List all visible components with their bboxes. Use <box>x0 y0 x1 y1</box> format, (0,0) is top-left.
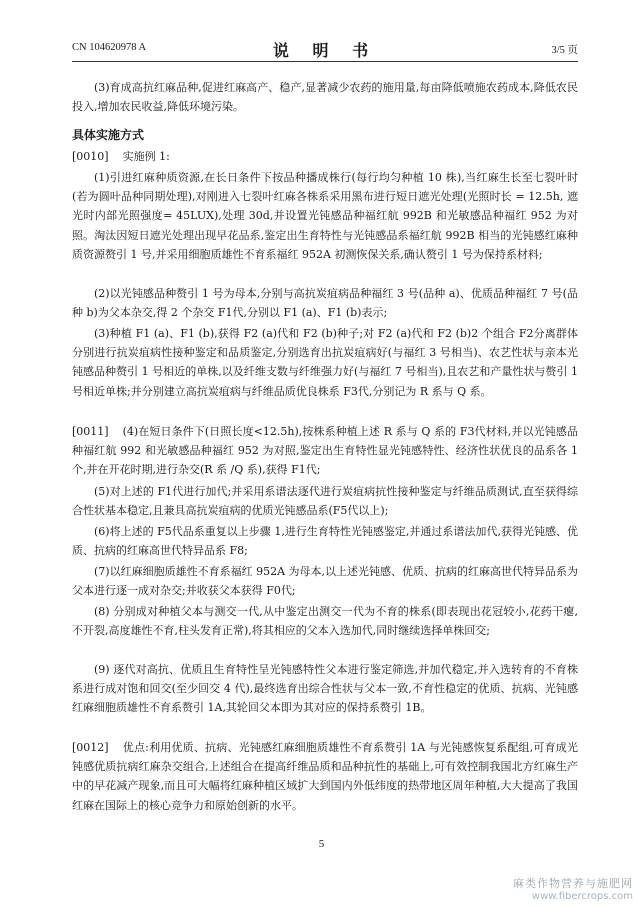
paragraph-id: [0010] <box>72 150 109 163</box>
header-rule <box>72 61 578 62</box>
step-8: (8) 分别成对种植父本与测交一代,从中鉴定出测交一代为不育的株系(即表现出花冠较小,花药干瘪,不开裂,高度雄性不育,柱头发育正常),将其相应的父本入选加代,同时继续选择单株回交; <box>72 605 578 638</box>
step-2: (2)以光钝感品种赘引 1 号为母本,分别与高抗炭疽病品种福红 3 号(品种 a)、优质品种福红 7 号(品种 b)为父本杂交,得 2 个杂交 F1代,分别以 F1 (a)、F1 (b)表示; <box>72 287 578 320</box>
paragraph-id: [0011] <box>72 425 109 438</box>
advantages: [0012] 优点:利用优质、抗病、光钝感红麻细胞质雄性不育系赘引 1A 与光钝感恢复系配组,可育成光钝感优质抗病红麻杂交组合,上述组合在提高纤维品质和品种抗性的基础上,可有效控制我国北方红麻生产中的早花减产现象,而且可大幅将红麻种植区域扩大到国内外低纬度的热带地区周年种植,大大提高了我国红麻在国际上的核心竞争力和原始创新的水平。 <box>72 741 578 812</box>
document-title: 说 明 书 <box>272 41 378 60</box>
step-7: (7)以红麻细胞质雄性不育系福红 952A 为母本,以上述光钝感、优质、抗病的红麻高世代特异品系为父本进行逐一成对杂交;并收获父本获得 F0代; <box>72 565 579 598</box>
step-5: (5)对上述的 F1代进行加代;并采用系谱法逐代进行炭疽病抗性接种鉴定与纤维品质测试,直至获得综合性状基本稳定,且兼具高抗炭疽病的优质光钝感品系(F5代以上); <box>72 485 578 518</box>
page-number: 5 <box>318 838 325 850</box>
step-6: (6)将上述的 F5代品系重复以上步骤 1,进行生育特性光钝感鉴定,并通过系谱法加代,获得光钝感、优质、抗病的红麻高世代特异品系 F8; <box>72 525 578 558</box>
publication-number: CN 104620978 A <box>72 42 147 53</box>
watermark-url: www.fibercrops.com <box>531 891 633 902</box>
page-indicator: 3/5 页 <box>551 45 578 56</box>
page-header <box>72 38 578 58</box>
step-4: [0011] (4)在短日条件下(日照长度<12.5h),按株系种植上述 R 系与 Q 系的 F3代材料,并以光钝感品种福红航 992 和光敏感品种福红 952 为对照,鉴定出生育特性显光钝感特性、经济性状优良的品系各 1 个,并在开花时期,进行杂交(R 系 /Q 系),获得 F1代; <box>72 425 578 477</box>
watermark-title: 麻类作物营养与施肥网 <box>513 877 633 890</box>
example-label: 实施例 1: <box>122 150 170 163</box>
step-9: (9) 逐代对高抗、优质且生育特性呈光钝感特性父本进行鉴定筛选,并加代稳定,并入选转育的不育株系进行成对饱和回交(至少回交 4 代),最终选育出综合性状与父本一致,不育性稳定的优质、抗病、光钝感红麻细胞质雄性不育系赘引 1A,其轮回父本即为其对应的保持系赘引 1B。 <box>72 663 578 715</box>
watermark <box>513 875 633 902</box>
paragraph-benefit-3: (3)育成高抗红麻品种,促进红麻高产、稳产,显著减少农药的施用量,每亩降低喷施农药成本,降低农民投入,增加农民收益,降低环境污染。 <box>72 81 578 114</box>
example-heading <box>72 147 578 166</box>
section-title: 具体实施方式 <box>72 128 145 142</box>
paragraph-id: [0012] <box>72 741 109 754</box>
step-3: (3)种植 F1 (a)、F1 (b),获得 F2 (a)代和 F2 (b)种子;对 F2 (a)代和 F2 (b)2 个组合 F2分离群体分别进行抗炭疽病性接种鉴定和品质鉴定,分别选育出抗炭疽病好(与福红 3 号相当)、农艺性状与亲本光钝感品种赘引 1 号相近的单株,以及纤维支数与纤维强力好(与福红 7 号相当),且农艺和产量性状与赘引 1 号相近单株;并分别建立高抗炭疽病与纤维品质优良株系 F3代,分别记为 R 系与 Q 系。 <box>72 327 578 398</box>
step-1: (1)引进红麻种质资源,在长日条件下按品种播成株行(每行均匀种植 10 株),当红麻生长至七裂叶时(若为圆叶品种同期处理),对刚进入七裂叶红麻各株系采用黑布进行短日遮光处理(光照时长 = 12.5h, 遮光时内部光照强度= 45LUX),处理 30d,并设置光钝感品种福红航 992B 和光敏感品种福红 952 为对照。淘汰因短日遮光处理出现早花品系,鉴定出生育特性与光钝感品系福红航 992B 相当的光钝感红麻种质资源赘引 1 号,并采用细胞质雄性不育系福红 952A 初测恢保关系,确认赘引 1 号为保持系材料; <box>72 171 578 261</box>
